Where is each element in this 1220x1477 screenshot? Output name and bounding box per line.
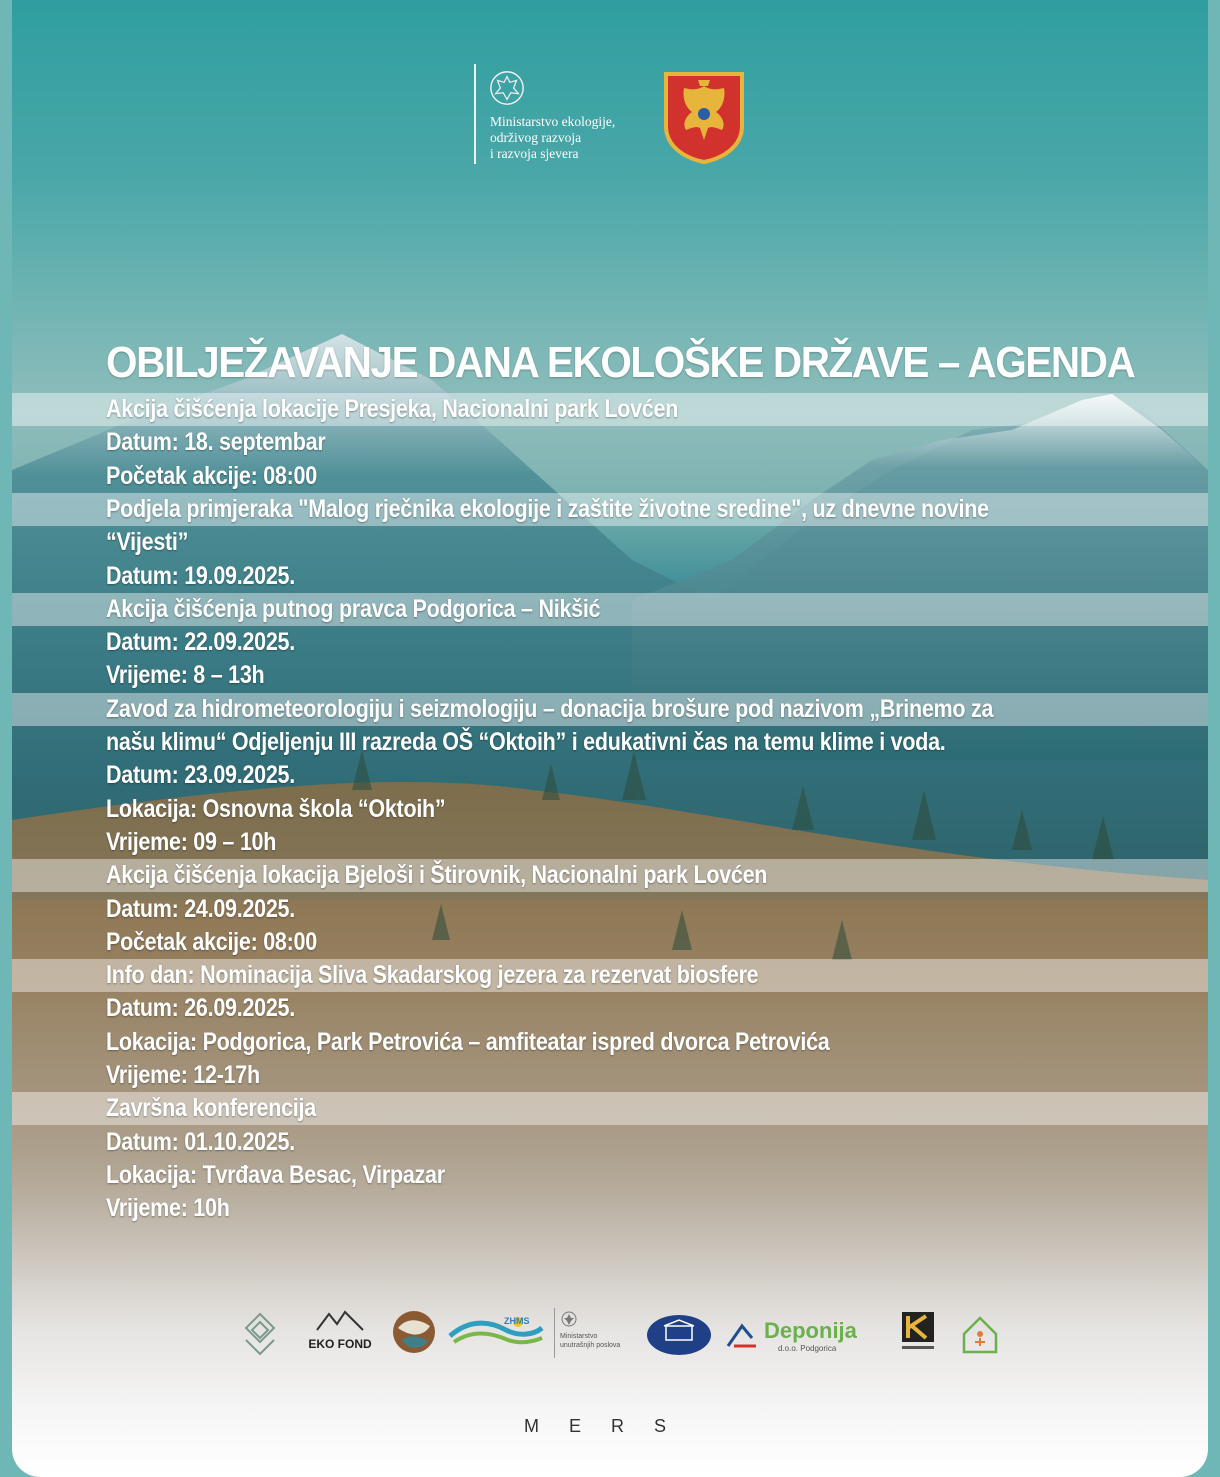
agenda-detail: Datum: 24.09.2025.	[106, 895, 295, 923]
ministry-name-line: Ministarstvo ekologije,	[490, 114, 616, 129]
partner-building-logo-icon	[646, 1314, 712, 1356]
eko-fond-mountains-icon	[315, 1308, 365, 1332]
partner-house-logo-icon	[960, 1312, 1000, 1360]
ministry-name-line: održivog razvoja	[490, 130, 582, 145]
agenda-detail: Početak akcije: 08:00	[106, 928, 317, 956]
partner-k-logo-icon	[898, 1310, 938, 1354]
ministry-name	[490, 114, 660, 162]
coat-of-arms-icon	[662, 68, 746, 164]
agenda-detail: Datum: 23.09.2025.	[106, 761, 295, 789]
brand-footer: MERS	[523, 1416, 696, 1436]
agenda-detail: Početak akcije: 08:00	[106, 462, 317, 490]
agenda-detail: Vrijeme: 10h	[106, 1194, 230, 1222]
agenda-detail: Datum: 22.09.2025.	[106, 628, 295, 656]
montenegro-eagle-icon	[488, 68, 526, 108]
eagle-small-icon	[560, 1310, 578, 1328]
partner-globe-logo-icon	[390, 1308, 438, 1356]
agenda-event-title: Zavod za hidrometeorologiju i seizmologiju – donacija brošure pod nazivom „Brinemo za	[106, 695, 994, 723]
partner-logos	[232, 1306, 992, 1366]
zhms-logo	[448, 1312, 544, 1352]
agenda-event-title: Podjela primjeraka "Malog rječnika ekologije i zaštite životne sredine", uz dnevne novine	[106, 495, 989, 523]
divider	[474, 64, 476, 164]
agenda-detail: “Vijesti”	[106, 528, 189, 556]
ministry-interior-label	[560, 1332, 620, 1350]
agenda-detail: Lokacija: Osnovna škola “Oktoih”	[106, 795, 446, 823]
agenda-detail: Vrijeme: 8 – 13h	[106, 661, 265, 689]
agenda-detail: Datum: 19.09.2025.	[106, 562, 295, 590]
agenda-detail: Datum: 01.10.2025.	[106, 1128, 295, 1156]
deponija-arrow-icon	[726, 1322, 760, 1350]
agenda-detail: Datum: 26.09.2025.	[106, 994, 295, 1022]
ministry-interior-logo	[554, 1308, 644, 1360]
zhms-label: ZHMS	[504, 1316, 530, 1326]
agenda-detail: našu klimu“ Odjeljenju III razreda OŠ “Oktoih” i edukativni čas na temu klime i voda.	[106, 728, 946, 756]
agenda-event-title: Akcija čišćenja lokacije Presjeka, Nacionalni park Lovćen	[106, 395, 679, 423]
eko-fond-label: EKO FOND	[308, 1337, 372, 1351]
deponija-sublabel: d.o.o. Podgorica	[778, 1344, 837, 1353]
deponija-logo	[726, 1318, 886, 1358]
deponija-label: Deponija	[764, 1318, 857, 1343]
divider	[554, 1308, 555, 1358]
agenda-event-title: Završna konferencija	[106, 1094, 316, 1122]
eko-fond-logo	[300, 1308, 380, 1351]
zhms-wave-icon	[448, 1312, 544, 1352]
agenda-detail: Lokacija: Podgorica, Park Petrovića – amfiteatar ispred dvorca Petrovića	[106, 1028, 830, 1056]
ministry-name-line: i razvoja sjevera	[490, 146, 579, 161]
page-title: OBILJEŽAVANJE DANA EKOLOŠKE DRŽAVE – AGENDA	[106, 338, 1135, 387]
agenda-event-title: Info dan: Nominacija Sliva Skadarskog jezera za rezervat biosfere	[106, 961, 759, 989]
agenda-detail: Lokacija: Tvrđava Besac, Virpazar	[106, 1161, 445, 1189]
agenda-detail: Vrijeme: 09 – 10h	[106, 828, 277, 856]
agenda-detail: Vrijeme: 12-17h	[106, 1061, 260, 1089]
agenda-event-title: Akcija čišćenja lokacija Bjeloši i Štirovnik, Nacionalni park Lovćen	[106, 861, 768, 889]
ministry-interior-line: Ministarstvo	[560, 1333, 598, 1340]
partner-lattice-logo-icon	[240, 1310, 280, 1358]
agenda-event-title: Akcija čišćenja putnog pravca Podgorica – Nikšić	[106, 595, 601, 623]
poster	[12, 0, 1208, 1477]
agenda-detail: Datum: 18. septembar	[106, 428, 326, 456]
ministry-interior-line: unutrašnjih poslova	[560, 1342, 621, 1349]
